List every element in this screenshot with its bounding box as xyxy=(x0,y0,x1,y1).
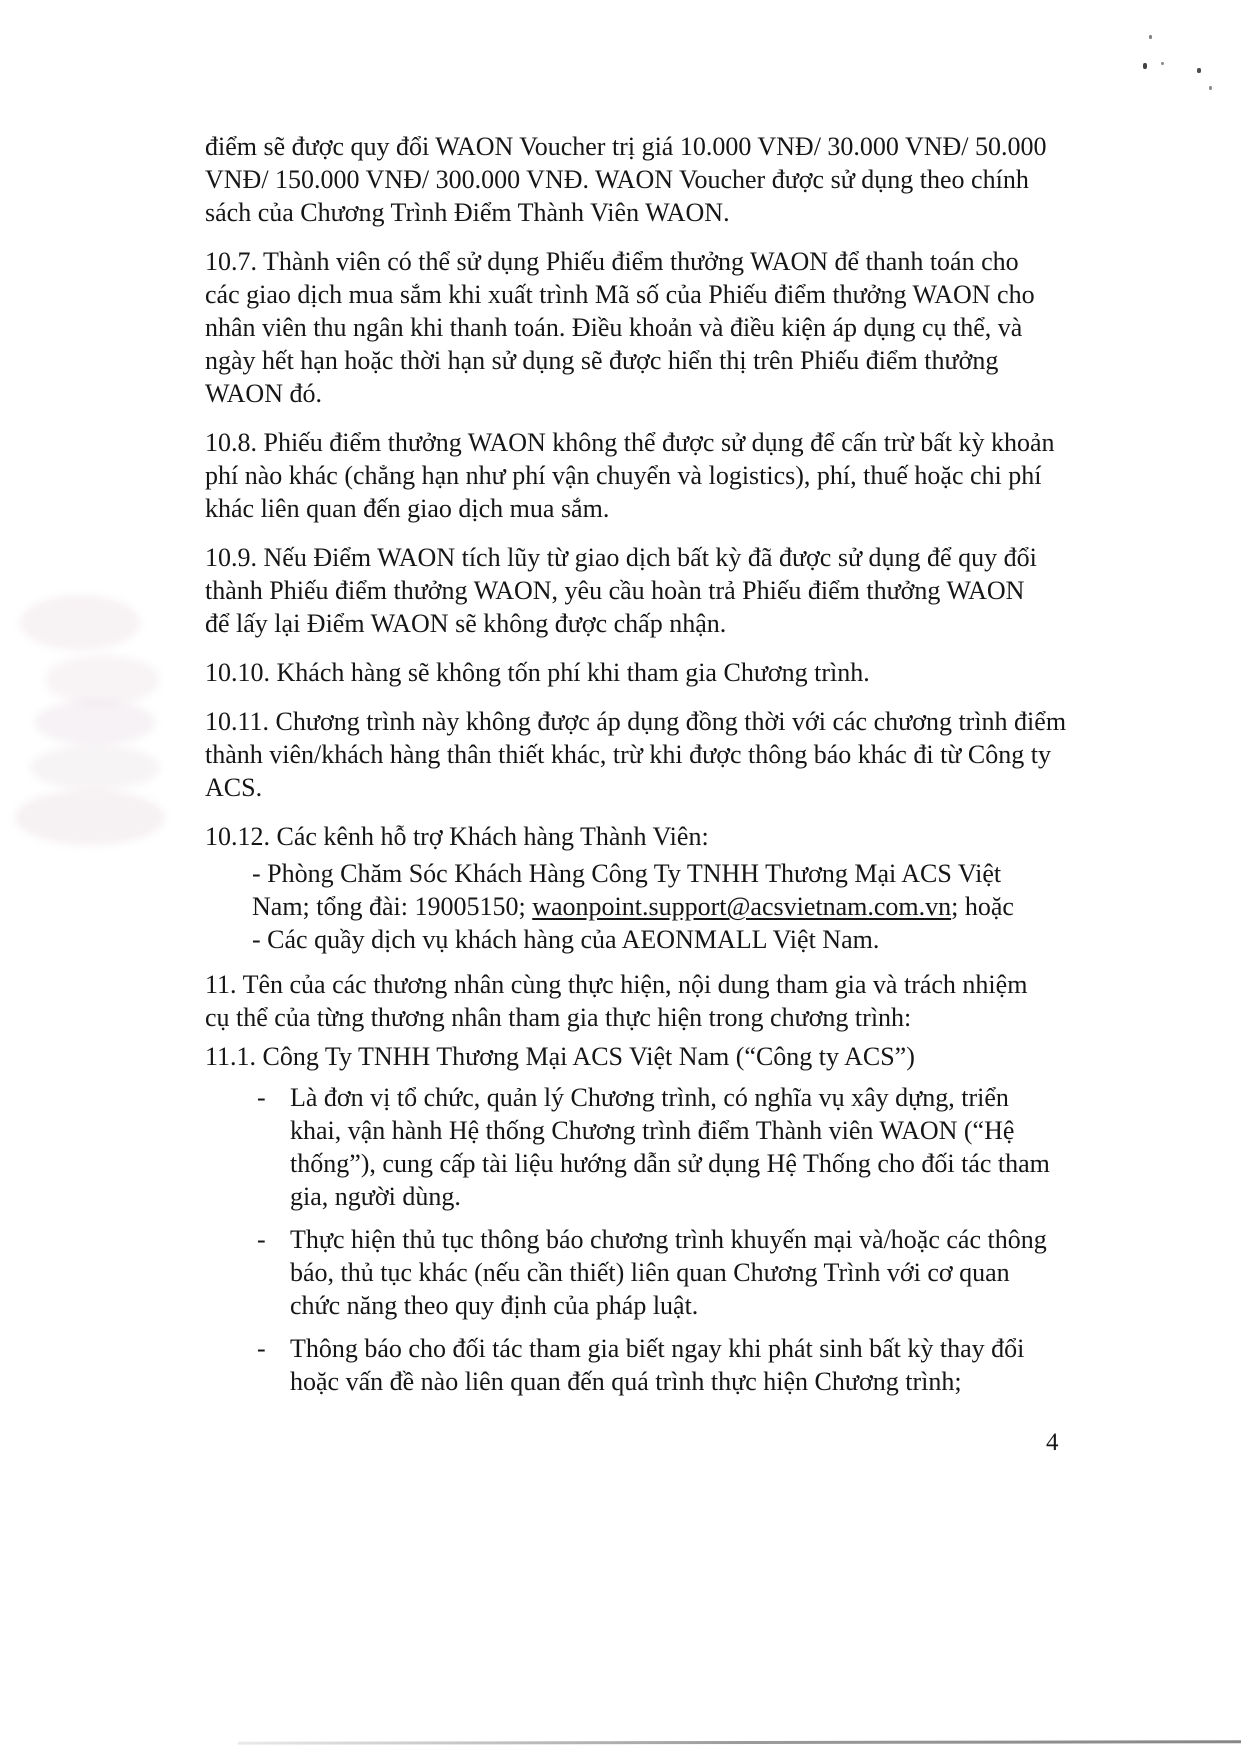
text-line: cụ thể của từng thương nhân tham gia thực hiện trong chương trình: xyxy=(205,1003,912,1032)
text-line: ngày hết hạn hoặc thời hạn sử dụng sẽ được hiển thị trên Phiếu điểm thưởng xyxy=(205,346,999,375)
responsibility-item-3 xyxy=(205,1332,1073,1398)
scan-speck xyxy=(1197,68,1201,73)
stamp-smudge-blob xyxy=(35,700,155,745)
paragraph-10-8 xyxy=(205,426,1073,525)
text-line: 10.12. Các kênh hỗ trợ Khách hàng Thành Viên: xyxy=(205,822,709,851)
text-line: khác liên quan đến giao dịch mua sắm. xyxy=(205,494,610,523)
text-line: Thông báo cho đối tác tham gia biết ngay khi phát sinh bất kỳ thay đổi xyxy=(290,1334,1025,1363)
text-line: thành Phiếu điểm thưởng WAON, yêu cầu hoàn trả Phiếu điểm thưởng WAON xyxy=(205,576,1025,605)
text-line: 10.11. Chương trình này không được áp dụng đồng thời với các chương trình điểm xyxy=(205,707,1067,736)
paragraph-continuation xyxy=(205,130,1073,229)
text-line: - Phòng Chăm Sóc Khách Hàng Công Ty TNHH Thương Mại ACS Việt xyxy=(252,859,1002,888)
paragraph-10-10 xyxy=(205,656,1073,689)
text-line: nhân viên thu ngân khi thanh toán. Điều khoản và điều kiện áp dụng cụ thể, và xyxy=(205,313,1023,342)
text-line: để lấy lại Điểm WAON sẽ không được chấp nhận. xyxy=(205,609,727,638)
text-line: thống”), cung cấp tài liệu hướng dẫn sử dụng Hệ Thống cho đối tác tham xyxy=(290,1149,1050,1178)
support-channel-counter-item xyxy=(205,923,1073,956)
text-line: thành viên/khách hàng thân thiết khác, trừ khi được thông báo khác đi từ Công ty xyxy=(205,740,1051,769)
text-segment: Nam; tổng đài: 19005150; xyxy=(252,892,533,921)
text-line: 11. Tên của các thương nhân cùng thực hiện, nội dung tham gia và trách nhiệm xyxy=(205,970,1028,999)
text-line: gia, người dùng. xyxy=(290,1182,461,1211)
text-line: phí nào khác (chẳng hạn như phí vận chuyển và logistics), phí, thuế hoặc chi phí xyxy=(205,461,1042,490)
text-line: Là đơn vị tổ chức, quản lý Chương trình, có nghĩa vụ xây dựng, triển xyxy=(290,1083,1009,1112)
scan-speck xyxy=(1161,62,1164,65)
text-line: WAON đó. xyxy=(205,379,322,408)
stamp-smudge-blob xyxy=(15,790,165,845)
text-line: 10.10. Khách hàng sẽ không tốn phí khi tham gia Chương trình. xyxy=(205,658,870,687)
page-edge-line xyxy=(238,1740,1241,1744)
text-line: hoặc vấn đề nào liên quan đến quá trình thực hiện Chương trình; xyxy=(290,1367,962,1396)
scan-speck xyxy=(1143,63,1147,69)
responsibility-item-2 xyxy=(205,1223,1073,1322)
document-content xyxy=(205,130,1073,1398)
text-line: - Các quầy dịch vụ khách hàng của AEONMALL Việt Nam. xyxy=(252,925,880,954)
text-line: VNĐ/ 150.000 VNĐ/ 300.000 VNĐ. WAON Voucher được sử dụng theo chính xyxy=(205,165,1029,194)
scan-speck xyxy=(1149,35,1152,39)
text-line: sách của Chương Trình Điểm Thành Viên WAON. xyxy=(205,198,730,227)
text-line: báo, thủ tục khác (nếu cần thiết) liên quan Chương Trình với cơ quan xyxy=(290,1258,1010,1287)
scan-speck xyxy=(1209,86,1212,90)
paragraph-10-11 xyxy=(205,705,1073,804)
dash-bullet: - xyxy=(257,1083,266,1112)
stamp-smudge-blob xyxy=(45,655,160,705)
stamp-smudge-blob xyxy=(20,595,140,650)
responsibility-item-1 xyxy=(205,1081,1073,1213)
text-line xyxy=(252,890,1073,923)
paragraph-11 xyxy=(205,968,1073,1034)
text-line: ACS. xyxy=(205,773,263,802)
paragraph-10-9 xyxy=(205,541,1073,640)
paragraph-10-7 xyxy=(205,245,1073,410)
text-line: các giao dịch mua sắm khi xuất trình Mã số của Phiếu điểm thưởng WAON cho xyxy=(205,280,1035,309)
text-line: 10.9. Nếu Điểm WAON tích lũy từ giao dịch bất kỳ đã được sử dụng để quy đổi xyxy=(205,543,1037,572)
text-line: chức năng theo quy định của pháp luật. xyxy=(290,1291,699,1320)
paragraph-10-12-heading xyxy=(205,820,1073,853)
support-email-link[interactable]: waonpoint.support@acsvietnam.com.vn xyxy=(532,892,952,921)
text-line: điểm sẽ được quy đổi WAON Voucher trị giá 10.000 VNĐ/ 30.000 VNĐ/ 50.000 xyxy=(205,132,1047,161)
text-line: 10.7. Thành viên có thể sử dụng Phiếu điểm thưởng WAON để thanh toán cho xyxy=(205,247,1019,276)
dash-bullet: - xyxy=(257,1225,266,1254)
text-segment: ; hoặc xyxy=(951,892,1014,921)
paragraph-11-1-heading xyxy=(205,1040,1073,1073)
stamp-smudge-blob xyxy=(30,745,160,790)
text-line: 11.1. Công Ty TNHH Thương Mại ACS Việt Nam (“Công ty ACS”) xyxy=(205,1042,915,1071)
text-line: khai, vận hành Hệ thống Chương trình điểm Thành viên WAON (“Hệ xyxy=(290,1116,1015,1145)
dash-bullet: - xyxy=(257,1334,266,1363)
text-line: 10.8. Phiếu điểm thưởng WAON không thể được sử dụng để cấn trừ bất kỳ khoản xyxy=(205,428,1055,457)
support-channel-phone-item xyxy=(205,857,1073,923)
page-number: 4 xyxy=(1046,1429,1059,1456)
text-line: Thực hiện thủ tục thông báo chương trình khuyến mại và/hoặc các thông xyxy=(290,1225,1047,1254)
